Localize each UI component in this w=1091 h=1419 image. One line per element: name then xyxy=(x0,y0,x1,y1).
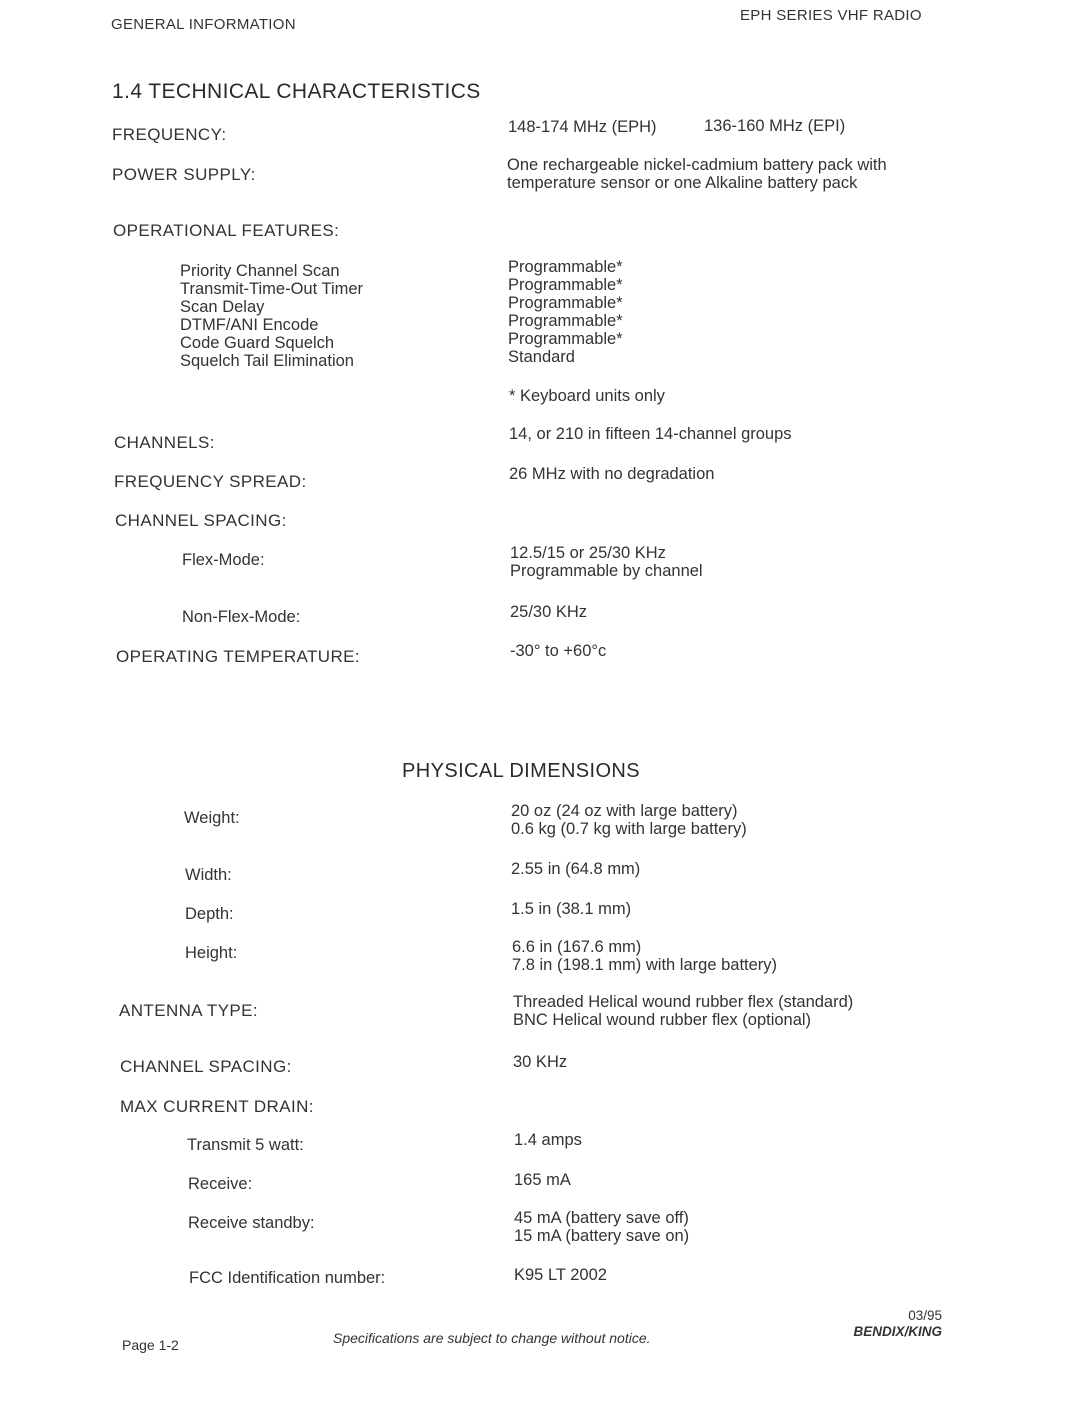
feature-value: Programmable* xyxy=(508,330,623,348)
weight-label: Weight: xyxy=(184,809,240,827)
physical-dimensions-title: PHYSICAL DIMENSIONS xyxy=(402,760,641,782)
receive-label: Receive: xyxy=(188,1175,253,1193)
operating-temperature-value: -30° to +60°c xyxy=(510,642,607,660)
height-label: Height: xyxy=(185,944,238,962)
frequency-label: FREQUENCY: xyxy=(112,125,227,144)
antenna-line: Threaded Helical wound rubber flex (standard) xyxy=(513,993,854,1011)
depth-value: 1.5 in (38.1 mm) xyxy=(511,900,632,918)
weight-line: 0.6 kg (0.7 kg with large battery) xyxy=(511,820,747,838)
weight-value xyxy=(511,802,747,838)
flex-mode-label: Flex-Mode: xyxy=(182,551,265,569)
standby-line: 15 mA (battery save on) xyxy=(514,1227,690,1245)
feature-name-list xyxy=(180,262,363,370)
feature-name: DTMF/ANI Encode xyxy=(180,316,319,334)
feature-value: Programmable* xyxy=(508,312,623,330)
frequency-spread-label: FREQUENCY SPREAD: xyxy=(114,472,307,491)
feature-value: Programmable* xyxy=(508,258,623,276)
fcc-id-value: K95 LT 2002 xyxy=(514,1266,607,1284)
footer-disclaimer: Specifications are subject to change without notice. xyxy=(333,1330,651,1346)
receive-value: 165 mA xyxy=(514,1171,571,1189)
fcc-id-label: FCC Identification number: xyxy=(189,1269,386,1287)
antenna-type-value xyxy=(513,993,853,1029)
footer-brand: BENDIX/KING xyxy=(853,1324,942,1339)
transmit-label: Transmit 5 watt: xyxy=(187,1136,304,1154)
flex-mode-line: Programmable by channel xyxy=(510,562,703,580)
frequency-spread-value: 26 MHz with no degradation xyxy=(509,465,715,483)
receive-standby-label: Receive standby: xyxy=(188,1214,315,1232)
non-flex-mode-value: 25/30 KHz xyxy=(510,603,588,621)
feature-value: Programmable* xyxy=(508,294,623,312)
standby-line: 45 mA (battery save off) xyxy=(514,1209,689,1227)
width-value: 2.55 in (64.8 mm) xyxy=(511,860,641,878)
feature-value-list xyxy=(508,258,623,366)
power-supply-value xyxy=(507,156,887,192)
flex-mode-value xyxy=(510,544,703,580)
antenna-type-label: ANTENNA TYPE: xyxy=(119,1001,259,1020)
weight-line: 20 oz (24 oz with large battery) xyxy=(511,802,738,820)
receive-standby-value xyxy=(514,1209,689,1245)
channel-spacing-label: CHANNEL SPACING: xyxy=(115,511,287,530)
antenna-line: BNC Helical wound rubber flex (optional) xyxy=(513,1011,812,1029)
frequency-value-eph: 148-174 MHz (EPH) xyxy=(508,118,657,136)
height-line: 6.6 in (167.6 mm) xyxy=(512,938,642,956)
feature-name: Transmit-Time-Out Timer xyxy=(180,280,364,298)
feature-name: Scan Delay xyxy=(180,298,265,316)
header-left: GENERAL INFORMATION xyxy=(111,16,296,33)
operational-features-label: OPERATIONAL FEATURES: xyxy=(113,221,340,240)
feature-name: Squelch Tail Elimination xyxy=(180,352,354,370)
width-label: Width: xyxy=(185,866,232,884)
features-footnote: * Keyboard units only xyxy=(509,387,665,405)
section-title: 1.4 TECHNICAL CHARACTERISTICS xyxy=(112,80,481,103)
transmit-value: 1.4 amps xyxy=(514,1131,582,1149)
depth-label: Depth: xyxy=(185,905,234,923)
height-value xyxy=(512,938,777,974)
power-supply-label: POWER SUPPLY: xyxy=(112,165,256,184)
frequency-value-epi: 136-160 MHz (EPI) xyxy=(704,117,846,135)
height-line: 7.8 in (198.1 mm) with large battery) xyxy=(512,956,778,974)
max-current-drain-label: MAX CURRENT DRAIN: xyxy=(120,1097,314,1116)
footer-date: 03/95 xyxy=(908,1308,942,1323)
operating-temperature-label: OPERATING TEMPERATURE: xyxy=(116,647,360,666)
flex-mode-line: 12.5/15 or 25/30 KHz xyxy=(510,544,666,562)
non-flex-mode-label: Non-Flex-Mode: xyxy=(182,608,301,626)
feature-value: Standard xyxy=(508,348,575,366)
power-supply-line: temperature sensor or one Alkaline battery pack xyxy=(507,174,858,192)
page-number: Page 1-2 xyxy=(122,1337,179,1353)
feature-name: Code Guard Squelch xyxy=(180,334,335,352)
power-supply-line: One rechargeable nickel-cadmium battery pack with xyxy=(507,156,887,174)
header-right: EPH SERIES VHF RADIO xyxy=(740,7,922,24)
channel-spacing-value-2: 30 KHz xyxy=(513,1053,568,1071)
feature-name: Priority Channel Scan xyxy=(180,262,340,280)
channels-value: 14, or 210 in fifteen 14-channel groups xyxy=(509,425,792,443)
feature-value: Programmable* xyxy=(508,276,623,294)
footer-brand-block xyxy=(820,1308,942,1340)
channels-label: CHANNELS: xyxy=(114,433,215,452)
channel-spacing-label-2: CHANNEL SPACING: xyxy=(120,1057,292,1076)
